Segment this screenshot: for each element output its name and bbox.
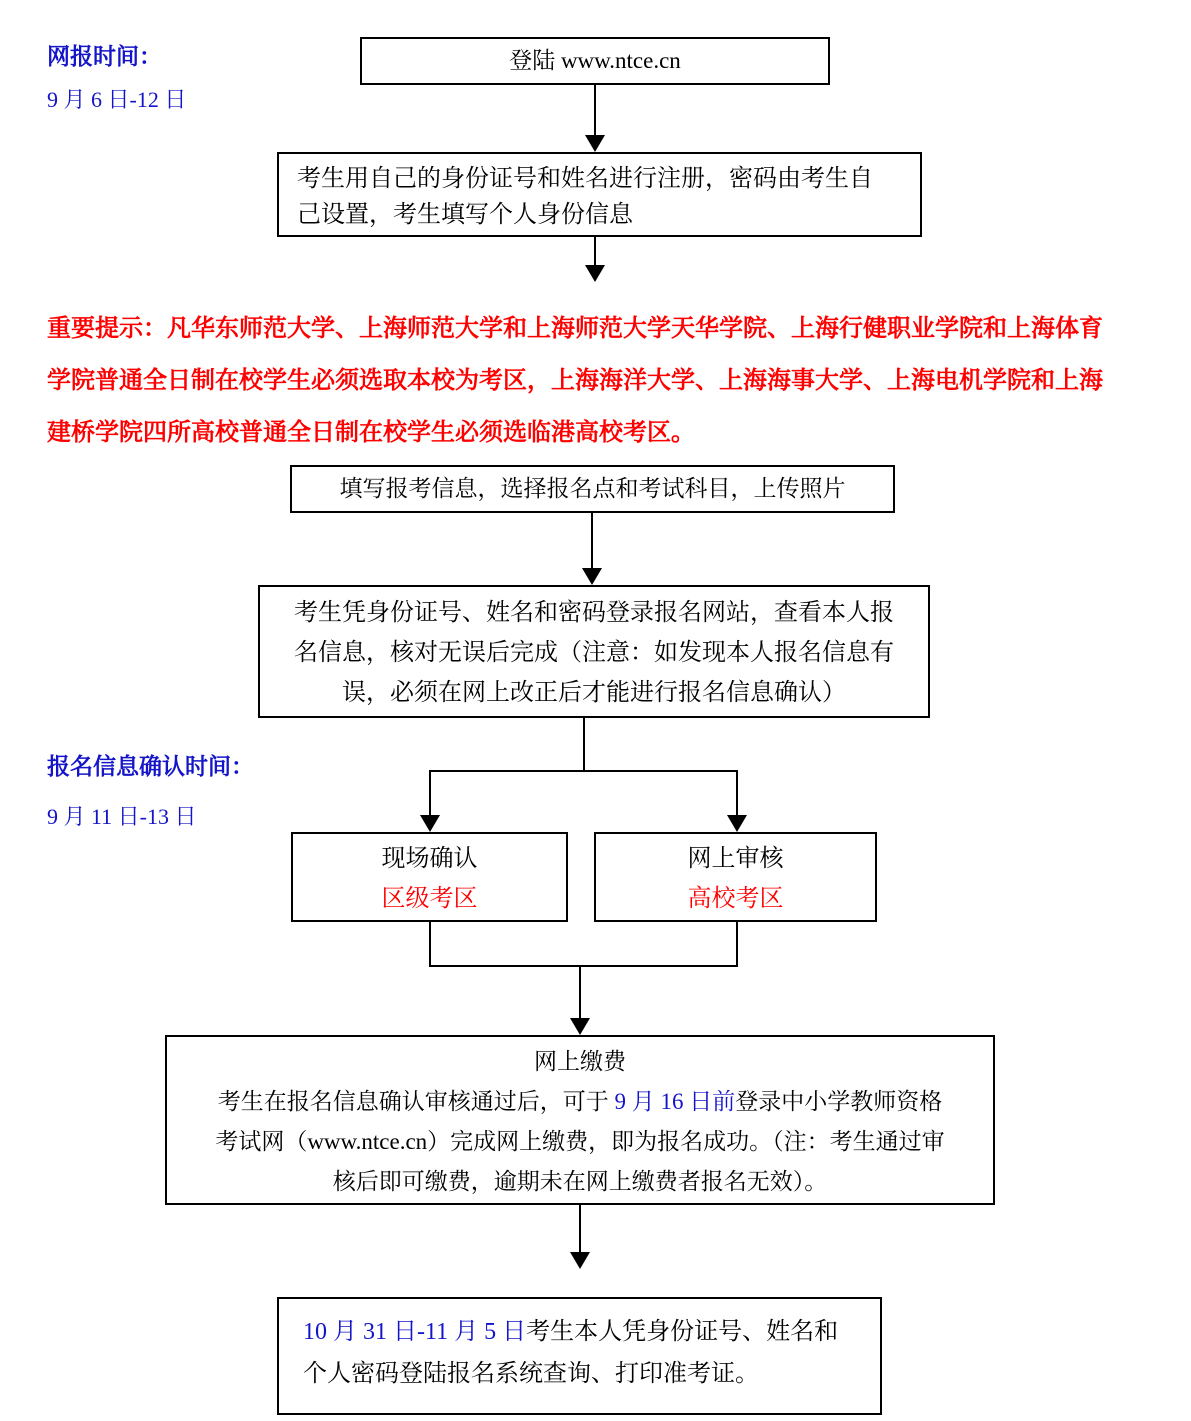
payment-box bbox=[165, 1035, 995, 1205]
print-ticket-box bbox=[277, 1297, 882, 1415]
arrow-down-icon bbox=[570, 1018, 590, 1035]
reg-time-title: 网报时间： bbox=[47, 44, 162, 69]
verify-line1: 考生凭身份证号、姓名和密码登录报名网站，查看本人报 bbox=[294, 600, 894, 626]
payment-line1 bbox=[179, 1082, 981, 1122]
arrow-down-icon bbox=[420, 815, 440, 832]
connector-login-register bbox=[594, 85, 596, 136]
payment-line2: 考试网（www.ntce.cn）完成网上缴费，即为报名成功。（注：考生通过审 bbox=[215, 1129, 945, 1154]
verify-line3: 误，必须在网上改正后才能进行报名信息确认） bbox=[342, 680, 846, 706]
reg-time-date: 9 月 6 日-12 日 bbox=[47, 87, 187, 112]
payment-line1-pre: 考生在报名信息确认审核通过后，可于 bbox=[217, 1089, 615, 1114]
register-box-line2: 己设置，考生填写个人身份信息 bbox=[297, 202, 633, 228]
arrow-down-icon bbox=[585, 135, 605, 152]
print-date-range: 10 月 31 日-11 月 5 日 bbox=[303, 1319, 527, 1345]
online-title: 网上审核 bbox=[687, 846, 784, 872]
arrow-down-icon bbox=[570, 1252, 590, 1269]
payment-line3: 核后即可缴费，逾期未在网上缴费者报名无效）。 bbox=[332, 1169, 828, 1194]
onsite-title: 现场确认 bbox=[381, 846, 478, 872]
connector-branch-right bbox=[736, 770, 738, 816]
connector-pay-print bbox=[579, 1205, 581, 1253]
connector-register-notice bbox=[594, 237, 596, 266]
online-subtitle: 高校考区 bbox=[687, 886, 784, 912]
online-review-box bbox=[594, 832, 877, 922]
register-box-line1: 考生用自己的身份证号和姓名进行注册，密码由考生自 bbox=[297, 166, 873, 192]
fill-info-box bbox=[290, 465, 895, 513]
onsite-subtitle: 区级考区 bbox=[381, 886, 478, 912]
connector-fill-verify bbox=[591, 513, 593, 569]
verify-line2: 名信息，核对无误后完成（注意：如发现本人报名信息有 bbox=[294, 640, 894, 666]
login-box bbox=[360, 37, 830, 85]
confirm-time-date: 9 月 11 日-13 日 bbox=[47, 804, 197, 829]
verify-box bbox=[258, 585, 930, 718]
login-box-text: 登陆 www.ntce.cn bbox=[509, 48, 681, 73]
payment-deadline: 9 月 16 日前 bbox=[614, 1089, 736, 1114]
print-line2: 个人密码登陆报名系统查询、打印准考证。 bbox=[303, 1361, 759, 1387]
notice-line2: 学院普通全日制在校学生必须选取本校为考区，上海海洋大学、上海海事大学、上海电机学院和上海 bbox=[47, 368, 1103, 394]
register-box bbox=[277, 152, 922, 237]
onsite-confirm-box bbox=[291, 832, 568, 922]
arrow-down-icon bbox=[727, 815, 747, 832]
connector-merge-right bbox=[736, 922, 738, 967]
notice-line1: 重要提示：凡华东师范大学、上海师范大学和上海师范大学天华学院、上海行健职业学院和上海体育 bbox=[47, 316, 1103, 342]
arrow-down-icon bbox=[582, 568, 602, 585]
print-line1-post: 考生本人凭身份证号、姓名和 bbox=[526, 1319, 839, 1345]
confirm-time-title: 报名信息确认时间： bbox=[47, 754, 254, 779]
arrow-down-icon bbox=[585, 265, 605, 282]
important-notice bbox=[47, 303, 1162, 459]
connector-verify-stem bbox=[583, 718, 585, 772]
connector-merge-left bbox=[429, 922, 431, 967]
payment-line1-post: 登录中小学教师资格 bbox=[735, 1089, 943, 1114]
connector-branch-left bbox=[429, 770, 431, 816]
payment-title: 网上缴费 bbox=[534, 1049, 626, 1074]
connector-merge-stem bbox=[579, 965, 581, 1019]
notice-line3: 建桥学院四所高校普通全日制在校学生必须选临港高校考区。 bbox=[47, 420, 695, 446]
connector-merge-horizontal bbox=[429, 965, 738, 967]
print-line1 bbox=[303, 1311, 868, 1353]
fill-info-text: 填写报考信息，选择报名点和考试科目，上传照片 bbox=[339, 476, 846, 501]
connector-branch-horizontal bbox=[429, 770, 738, 772]
